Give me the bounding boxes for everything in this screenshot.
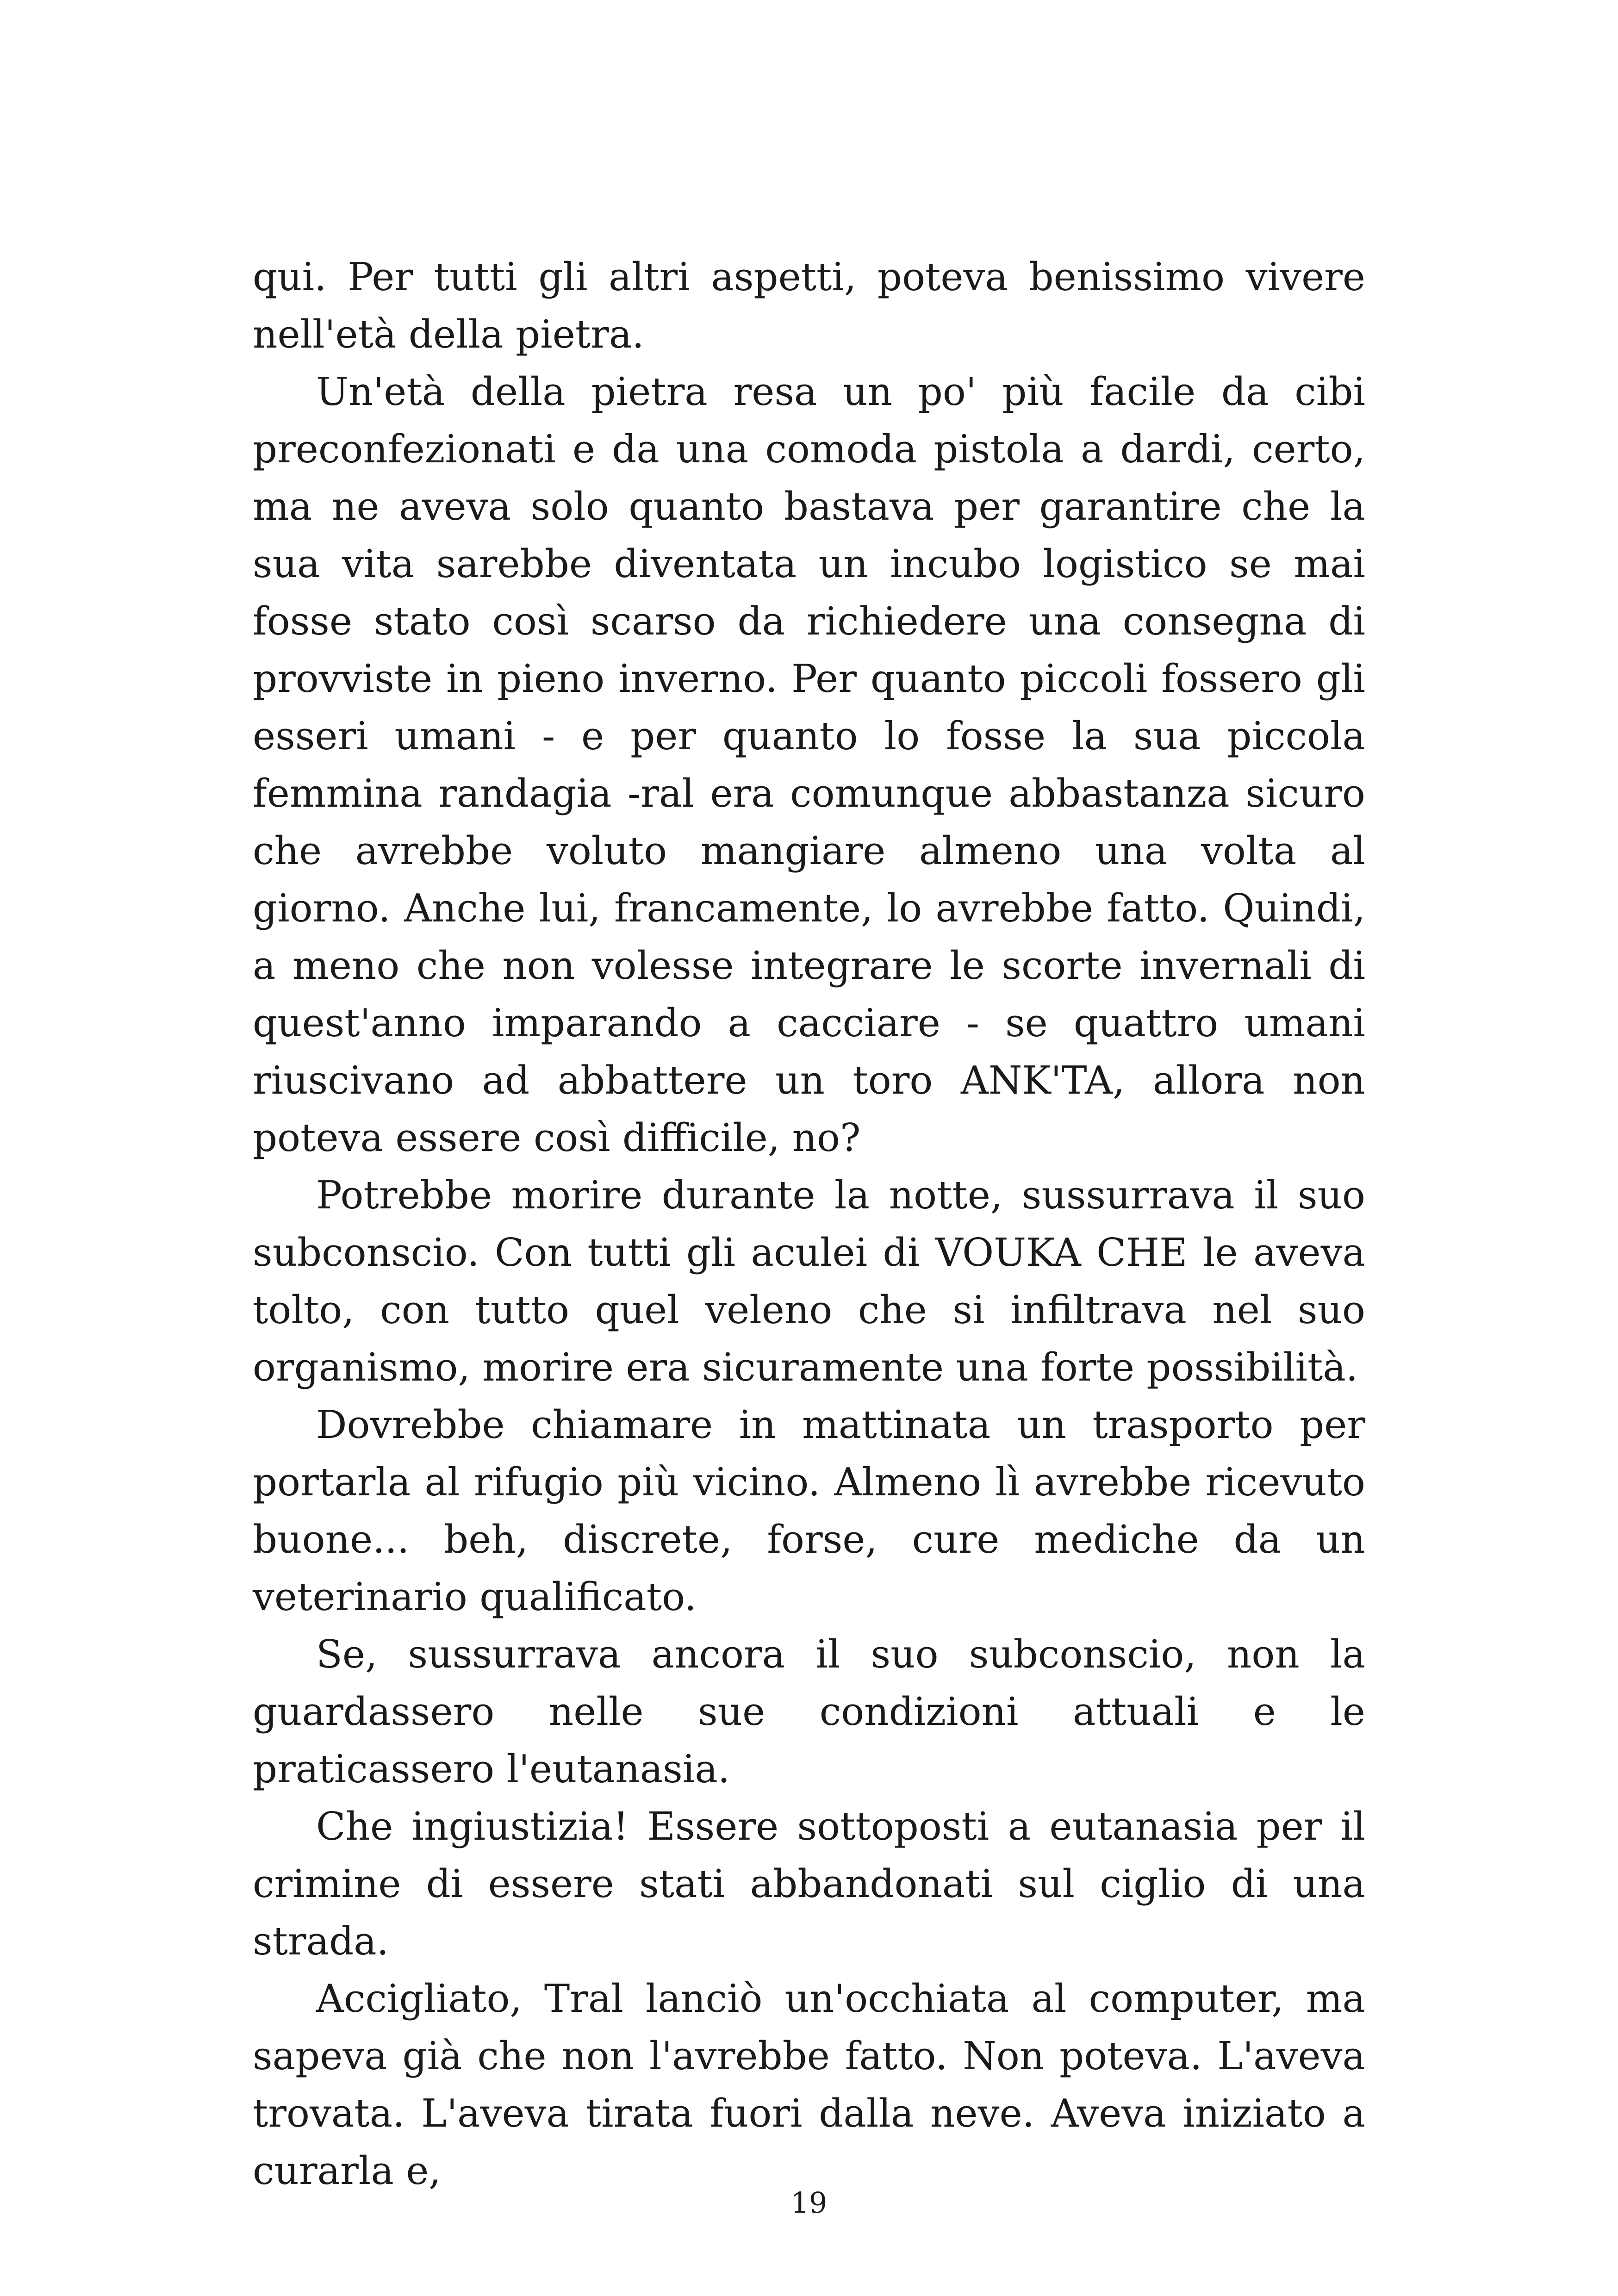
page-number: 19	[790, 2186, 828, 2220]
paragraph-1: qui. Per tutti gli altri aspetti, poteva benissimo vivere nell'età della pietra.	[253, 255, 1365, 357]
paragraph-3: Potrebbe morire durante la notte, sussurrava il suo subconscio. Con tutti gli aculei di VOUKA CHE le aveva tolto, con tutto quel veleno che si infiltrava nel suo organismo, morire era sicuramente una forte possibilità.	[253, 1173, 1365, 1390]
paragraph-2: Un'età della pietra resa un po' più facile da cibi preconfezionati e da una comoda pistola a dardi, certo, ma ne aveva solo quanto bastava per garantire che la sua vita sarebbe diventata un incubo logistico se mai fosse stato così scarso da richiedere una consegna di provviste in pieno inverno. Per quanto piccoli fossero gli esseri umani - e per quanto lo fosse la sua piccola femmina randagia -ral era comunque abbastanza sicuro che avrebbe voluto mangiare almeno una volta al giorno. Anche lui, francamente, lo avrebbe fatto. Quindi, a meno che non volesse integrare le scorte invernali di quest'anno imparando a cacciare - se quattro umani riuscivano ad abbattere un toro ANK'TA, allora non poteva essere così difficile, no?	[253, 369, 1365, 1160]
paragraph-6: Che ingiustizia! Essere sottoposti a eutanasia per il crimine di essere stati abbandonati sul ciglio di una strada.	[253, 1804, 1365, 1964]
paragraph-7: Accigliato, Tral lanciò un'occhiata al computer, ma sapeva già che non l'avrebbe fatto. Non poteva. L'aveva trovata. L'aveva tirata fuori dalla neve. Aveva iniziato a curarla e,	[253, 1976, 1365, 2193]
body-text	[253, 249, 1365, 2200]
paragraph-5: Se, sussurrava ancora il suo subconscio, non la guardassero nelle sue condizioni attuali e le praticassero l'eutanasia.	[253, 1632, 1365, 1792]
paragraph-4: Dovrebbe chiamare in mattinata un trasporto per portarla al rifugio più vicino. Almeno lì avrebbe ricevuto buone... beh, discrete, forse, cure mediche da un veterinario qualificato.	[253, 1402, 1365, 1619]
